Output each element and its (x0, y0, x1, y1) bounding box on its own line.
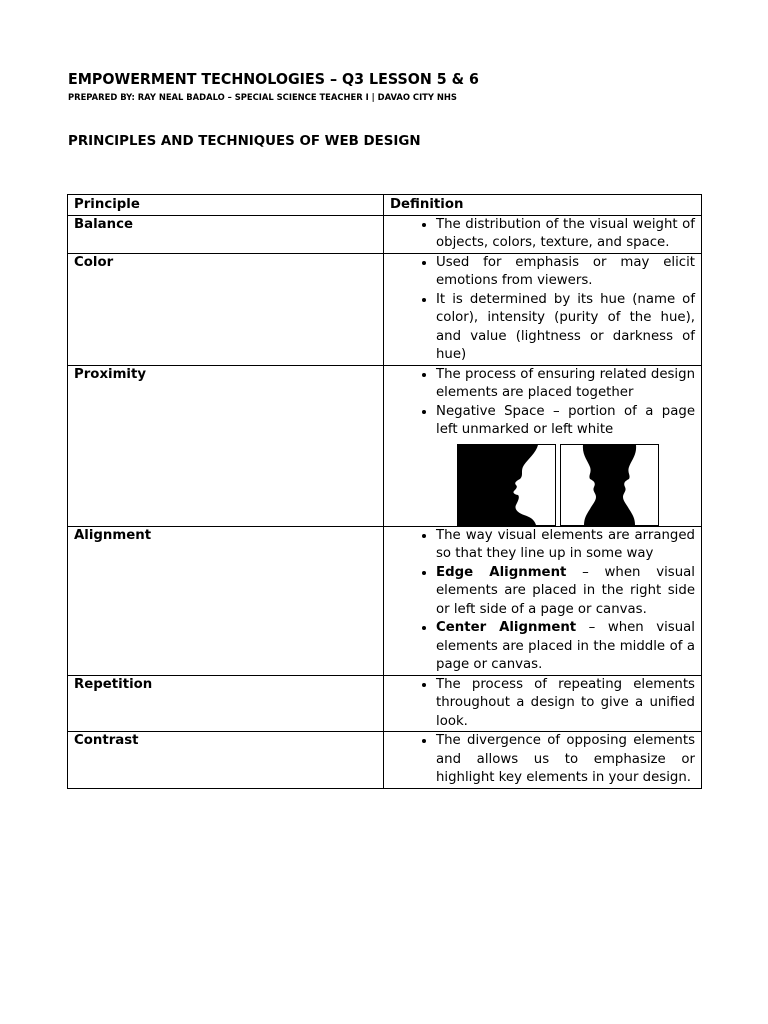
rubin-vase-image (560, 444, 659, 526)
principle-name: Color (74, 254, 114, 270)
definition-bullet: • Used for emphasis or may elicit emotions from viewers. (436, 254, 695, 291)
principle-name: Balance (74, 216, 134, 232)
definition-cell (384, 215, 702, 253)
table-row (68, 215, 702, 253)
face-profile-image (457, 444, 556, 526)
definition-cell (384, 732, 702, 789)
term-edge-alignment: Edge Alignment (436, 564, 567, 580)
prepared-by-line: PREPARED BY: RAY NEAL BADALO – SPECIAL SCIENCE TEACHER I | DAVAO CITY NHS (68, 92, 457, 102)
principle-cell (68, 215, 384, 253)
definition-bullet: • It is determined by its hue (name of color), intensity (purity of the hue), and value (lightness or darkness of hue) (436, 291, 695, 365)
definition-bullet: • The distribution of the visual weight of objects, colors, texture, and space. (436, 216, 695, 253)
definition-bullet (436, 564, 695, 620)
term-center-alignment: Center Alignment (436, 620, 577, 635)
table-row (68, 732, 702, 789)
vase-faces-icon (561, 445, 658, 525)
table-row (68, 365, 702, 526)
principle-name: Proximity (74, 366, 147, 382)
principles-table (67, 194, 702, 789)
document-title: EMPOWERMENT TECHNOLOGIES – Q3 LESSON 5 & 6 (68, 70, 479, 88)
definition-bullet: • Negative Space – portion of a page left unmarked or left white (436, 403, 695, 440)
term-definition: – when visual elements are placed in the middle of a page or canvas. (436, 620, 695, 672)
principle-name: Alignment (74, 527, 152, 543)
definition-bullet: • The process of ensuring related design elements are placed together (436, 366, 695, 403)
table-row (68, 526, 702, 675)
definition-cell (384, 253, 702, 365)
negative-space-images (384, 440, 701, 526)
definition-bullet: • The process of repeating elements throughout a design to give a unified look. (436, 676, 695, 732)
principle-cell (68, 675, 384, 732)
principle-column-header: Principle (68, 195, 384, 216)
principle-cell (68, 732, 384, 789)
principle-name: Contrast (74, 733, 139, 748)
principle-name: Repetition (74, 676, 153, 692)
term-definition: – when visual elements are placed in the right side or left side of a page or canvas. (436, 564, 695, 617)
definition-cell (384, 526, 702, 675)
principle-cell (68, 253, 384, 365)
table-row (68, 253, 702, 365)
section-title: PRINCIPLES AND TECHNIQUES OF WEB DESIGN (68, 134, 421, 149)
definition-bullet: • The divergence of opposing elements and allows us to emphasize or highlight key elements in your design. (436, 732, 695, 788)
definition-cell (384, 675, 702, 732)
table-row (68, 675, 702, 732)
definition-bullet: • The way visual elements are arranged so that they line up in some way (436, 527, 695, 564)
principle-cell (68, 365, 384, 526)
table-header-row (68, 195, 702, 216)
definition-bullet (436, 619, 695, 675)
face-profile-icon (458, 445, 555, 525)
principle-cell (68, 526, 384, 675)
definition-cell (384, 365, 702, 526)
definition-column-header: Definition (384, 195, 702, 216)
